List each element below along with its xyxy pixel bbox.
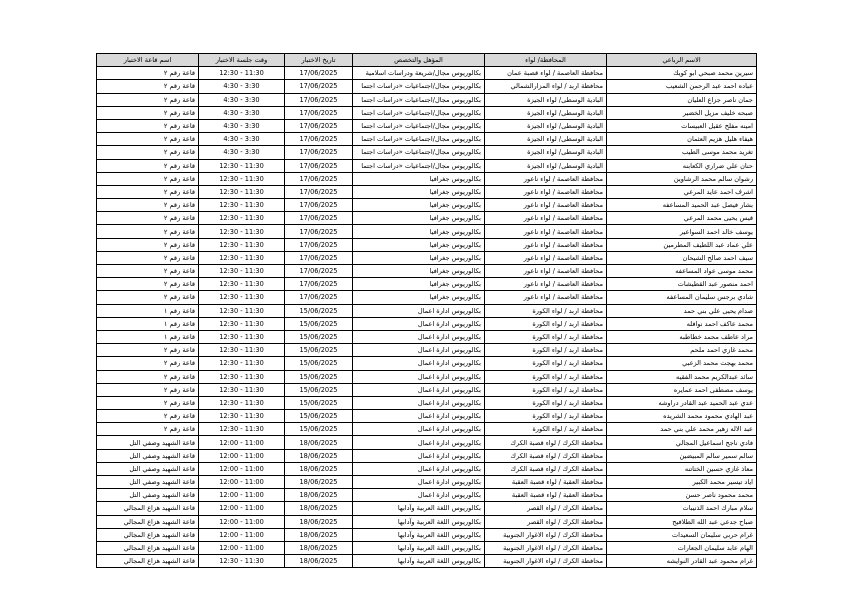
cell-hall: قاعة الشهيد هزاع المجالي — [97, 515, 199, 528]
cell-name: علي عماد عبد اللطيف المطرمين — [607, 238, 757, 251]
table-row — [97, 502, 757, 515]
cell-province: محافظة الكرك / لواء الاغوار الجنوبية — [485, 555, 607, 568]
cell-degree: بكالوريوس مجال/شريعة ودراسات اسلامية — [353, 67, 485, 80]
header-name: الاسم الرباعي — [607, 54, 757, 67]
table-row — [97, 225, 757, 238]
cell-degree: بكالوريوس جغرافيا — [353, 172, 485, 185]
cell-province: محافظة العقبة / لواء قصبة العقبة — [485, 476, 607, 489]
exam-schedule-table — [96, 53, 757, 568]
cell-date: 17/06/2025 — [285, 106, 353, 119]
cell-degree: بكالوريوس جغرافيا — [353, 185, 485, 198]
cell-hall: قاعة الشهيد وصفي التل — [97, 489, 199, 502]
table-row — [97, 370, 757, 383]
cell-province: محافظة اربد / لواء الكورة — [485, 357, 607, 370]
table-row — [97, 541, 757, 554]
table-row — [97, 317, 757, 330]
cell-name: معاذ غازي حسين الختاتنه — [607, 462, 757, 475]
cell-hall: قاعة رقم ١ — [97, 330, 199, 343]
header-hall: اسم قاعة الاختبار — [97, 54, 199, 67]
cell-province: محافظة العقبة / لواء قصبة العقبة — [485, 489, 607, 502]
cell-province: محافظة العاصمة / لواء ناعور — [485, 185, 607, 198]
cell-time: 3:30 - 4:30 — [199, 93, 285, 106]
cell-date: 15/06/2025 — [285, 344, 353, 357]
cell-hall: قاعة رقم ٢ — [97, 238, 199, 251]
cell-province: البادية الوسطى/ لواء الجيزة — [485, 93, 607, 106]
cell-hall: قاعة رقم ٢ — [97, 423, 199, 436]
cell-province: محافظة اربد / لواء الكورة — [485, 330, 607, 343]
cell-time: 3:30 - 4:30 — [199, 119, 285, 132]
cell-time: 3:30 - 4:30 — [199, 146, 285, 159]
cell-hall: قاعة الشهيد وصفي التل — [97, 436, 199, 449]
cell-degree: بكالوريوس جغرافيا — [353, 278, 485, 291]
cell-time: 11:00 - 12:00 — [199, 502, 285, 515]
cell-hall: قاعة الشهيد هزاع المجالي — [97, 502, 199, 515]
cell-province: محافظة اربد / لواء الكورة — [485, 423, 607, 436]
table-row — [97, 304, 757, 317]
cell-date: 18/06/2025 — [285, 476, 353, 489]
cell-name: احمد منصور عبد القطيشات — [607, 278, 757, 291]
table-row — [97, 146, 757, 159]
cell-degree: بكالوريوس ادارة اعمال — [353, 317, 485, 330]
cell-time: 3:30 - 4:30 — [199, 133, 285, 146]
cell-date: 18/06/2025 — [285, 528, 353, 541]
cell-province: محافظة اربد / لواء الكورة — [485, 383, 607, 396]
table-row — [97, 106, 757, 119]
header-degree: المؤهل والتخصص — [353, 54, 485, 67]
cell-degree: بكالوريوس جغرافيا — [353, 291, 485, 304]
cell-province: محافظة العاصمة / لواء ناعور — [485, 172, 607, 185]
cell-name: عبد الهادي محمود محمد الشريده — [607, 410, 757, 423]
cell-time: 11:00 - 12:00 — [199, 449, 285, 462]
cell-date: 18/06/2025 — [285, 462, 353, 475]
cell-province: البادية الوسطى/ لواء الجيزة — [485, 119, 607, 132]
cell-name: يوسف خالد احمد السواعير — [607, 225, 757, 238]
cell-degree: بكالوريوس مجال/اجتماعيات «دراسات اجتما — [353, 80, 485, 93]
cell-degree: بكالوريوس ادارة اعمال — [353, 396, 485, 409]
table-row — [97, 396, 757, 409]
cell-province: محافظة العاصمة / لواء ناعور — [485, 251, 607, 264]
cell-date: 17/06/2025 — [285, 251, 353, 264]
table-row — [97, 93, 757, 106]
cell-name: عدي عبد الحميد عبد القادر دراوشه — [607, 396, 757, 409]
cell-date: 18/06/2025 — [285, 541, 353, 554]
cell-date: 15/06/2025 — [285, 317, 353, 330]
cell-hall: قاعة رقم ٢ — [97, 291, 199, 304]
cell-name: سيف احمد صالح الشيحان — [607, 251, 757, 264]
cell-hall: قاعة رقم ٢ — [97, 357, 199, 370]
cell-date: 18/06/2025 — [285, 489, 353, 502]
cell-name: غرام محمود عبد القادر النوايشه — [607, 555, 757, 568]
cell-date: 18/06/2025 — [285, 515, 353, 528]
table-row — [97, 278, 757, 291]
cell-time: 11:30 - 12:30 — [199, 212, 285, 225]
cell-date: 17/06/2025 — [285, 67, 353, 80]
cell-province: محافظة العاصمة / لواء ناعور — [485, 278, 607, 291]
cell-date: 18/06/2025 — [285, 502, 353, 515]
table-row — [97, 344, 757, 357]
cell-degree: بكالوريوس ادارة اعمال — [353, 383, 485, 396]
cell-time: 11:30 - 12:30 — [199, 396, 285, 409]
cell-hall: قاعة رقم ٢ — [97, 410, 199, 423]
cell-degree: بكالوريوس ادارة اعمال — [353, 410, 485, 423]
table-row — [97, 291, 757, 304]
cell-name: هيفاء هليل هزيم العثمان — [607, 133, 757, 146]
cell-degree: بكالوريوس ادارة اعمال — [353, 489, 485, 502]
cell-hall: قاعة رقم ٢ — [97, 265, 199, 278]
cell-date: 17/06/2025 — [285, 93, 353, 106]
cell-hall: قاعة رقم ١ — [97, 304, 199, 317]
cell-time: 11:30 - 12:30 — [199, 357, 285, 370]
cell-date: 17/06/2025 — [285, 80, 353, 93]
cell-hall: قاعة الشهيد هزاع المجالي — [97, 528, 199, 541]
cell-degree: بكالوريوس ادارة اعمال — [353, 304, 485, 317]
cell-time: 11:00 - 12:00 — [199, 541, 285, 554]
cell-date: 17/06/2025 — [285, 159, 353, 172]
cell-province: محافظة اربد / لواء الكورة — [485, 410, 607, 423]
header-date: تاريخ الاختبار — [285, 54, 353, 67]
table-body — [97, 67, 757, 568]
cell-degree: بكالوريوس مجال/اجتماعيات «دراسات اجتما — [353, 93, 485, 106]
cell-province: محافظة الكرك / لواء الاغوار الجنوبية — [485, 528, 607, 541]
cell-name: صدام يحيى علي بني حمد — [607, 304, 757, 317]
cell-name: عباده احمد عبد الرحمن الشعيب — [607, 80, 757, 93]
cell-degree: بكالوريوس ادارة اعمال — [353, 357, 485, 370]
table-row — [97, 251, 757, 264]
cell-province: محافظة العاصمة / لواء ناعور — [485, 265, 607, 278]
cell-time: 11:30 - 12:30 — [199, 251, 285, 264]
cell-name: مراد عاطف محمد خطاطبه — [607, 330, 757, 343]
cell-hall: قاعة رقم ٢ — [97, 133, 199, 146]
cell-province: محافظة الكرك / لواء قصبة الكرك — [485, 449, 607, 462]
cell-time: 11:30 - 12:30 — [199, 278, 285, 291]
cell-province: محافظة اربد / لواء الكورة — [485, 304, 607, 317]
cell-hall: قاعة الشهيد وصفي التل — [97, 462, 199, 475]
cell-province: محافظة الكرك / لواء القصر — [485, 515, 607, 528]
cell-degree: بكالوريوس جغرافيا — [353, 265, 485, 278]
table-row — [97, 80, 757, 93]
cell-date: 17/06/2025 — [285, 146, 353, 159]
cell-name: سالم سمير سالم المبيضين — [607, 449, 757, 462]
cell-hall: قاعة رقم ٢ — [97, 396, 199, 409]
cell-time: 11:30 - 12:30 — [199, 291, 285, 304]
table-row — [97, 423, 757, 436]
cell-hall: قاعة رقم ٢ — [97, 106, 199, 119]
cell-time: 11:00 - 12:00 — [199, 515, 285, 528]
cell-time: 3:30 - 4:30 — [199, 106, 285, 119]
table-row — [97, 410, 757, 423]
cell-date: 18/06/2025 — [285, 555, 353, 568]
cell-name: اشرف احمد عايد المرعي — [607, 185, 757, 198]
cell-time: 11:30 - 12:30 — [199, 172, 285, 185]
cell-name: محمد بهجت محمد الزعبي — [607, 357, 757, 370]
table-row — [97, 265, 757, 278]
cell-hall: قاعة رقم ١ — [97, 317, 199, 330]
cell-province: محافظة الكرك / لواء قصبة الكرك — [485, 436, 607, 449]
cell-name: محمد غازي احمد ملحم — [607, 344, 757, 357]
table-row — [97, 436, 757, 449]
cell-province: محافظة العاصمة / لواء ناعور — [485, 199, 607, 212]
table-row — [97, 515, 757, 528]
cell-name: رشوان سالم محمد الرشاوين — [607, 172, 757, 185]
cell-degree: بكالوريوس مجال/اجتماعيات «دراسات اجتما — [353, 106, 485, 119]
cell-degree: بكالوريوس ادارة اعمال — [353, 423, 485, 436]
cell-time: 11:30 - 12:30 — [199, 330, 285, 343]
cell-name: جمان ناصر جزاع العليان — [607, 93, 757, 106]
cell-hall: قاعة رقم ٢ — [97, 344, 199, 357]
cell-date: 17/06/2025 — [285, 238, 353, 251]
cell-hall: قاعة الشهيد هزاع المجالي — [97, 541, 199, 554]
cell-date: 15/06/2025 — [285, 370, 353, 383]
cell-province: محافظة اربد / لواء الكورة — [485, 396, 607, 409]
cell-time: 11:30 - 12:30 — [199, 423, 285, 436]
cell-time: 11:00 - 12:00 — [199, 476, 285, 489]
cell-hall: قاعة رقم ٢ — [97, 119, 199, 132]
cell-time: 11:30 - 12:30 — [199, 238, 285, 251]
cell-date: 15/06/2025 — [285, 423, 353, 436]
cell-date: 15/06/2025 — [285, 383, 353, 396]
cell-province: محافظة العاصمة / لواء ناعور — [485, 212, 607, 225]
table-row — [97, 133, 757, 146]
cell-time: 11:30 - 12:30 — [199, 304, 285, 317]
cell-time: 11:00 - 12:00 — [199, 528, 285, 541]
cell-date: 17/06/2025 — [285, 212, 353, 225]
table-row — [97, 67, 757, 80]
cell-degree: بكالوريوس ادارة اعمال — [353, 436, 485, 449]
cell-date: 17/06/2025 — [285, 278, 353, 291]
cell-province: البادية الوسطى/ لواء الجيزة — [485, 106, 607, 119]
cell-degree: بكالوريوس جغرافيا — [353, 238, 485, 251]
cell-time: 11:30 - 12:30 — [199, 555, 285, 568]
cell-hall: قاعة الشهيد هزاع المجالي — [97, 555, 199, 568]
table-row — [97, 462, 757, 475]
cell-name: تغريد محمد موسى الطيب — [607, 146, 757, 159]
cell-province: محافظة اربد / لواء الكورة — [485, 317, 607, 330]
header-province: المحافظة/ لواء — [485, 54, 607, 67]
cell-degree: بكالوريوس اللغة العربية وآدابها — [353, 502, 485, 515]
cell-hall: قاعة رقم ٢ — [97, 67, 199, 80]
cell-date: 18/06/2025 — [285, 449, 353, 462]
cell-time: 11:30 - 12:30 — [199, 383, 285, 396]
cell-date: 17/06/2025 — [285, 225, 353, 238]
cell-degree: بكالوريوس ادارة اعمال — [353, 344, 485, 357]
cell-hall: قاعة الشهيد وصفي التل — [97, 449, 199, 462]
cell-date: 15/06/2025 — [285, 396, 353, 409]
table-row — [97, 159, 757, 172]
cell-name: محمد محمود ناصر حسن — [607, 489, 757, 502]
cell-date: 15/06/2025 — [285, 410, 353, 423]
cell-degree: بكالوريوس جغرافيا — [353, 251, 485, 264]
cell-date: 15/06/2025 — [285, 330, 353, 343]
cell-date: 17/06/2025 — [285, 199, 353, 212]
cell-province: محافظة العاصمة / لواء ناعور — [485, 238, 607, 251]
cell-date: 17/06/2025 — [285, 119, 353, 132]
cell-degree: بكالوريوس ادارة اعمال — [353, 370, 485, 383]
cell-date: 17/06/2025 — [285, 291, 353, 304]
cell-hall: قاعة رقم ٢ — [97, 146, 199, 159]
cell-degree: بكالوريوس جغرافيا — [353, 199, 485, 212]
cell-date: 17/06/2025 — [285, 133, 353, 146]
cell-time: 11:00 - 12:00 — [199, 489, 285, 502]
table-row — [97, 449, 757, 462]
cell-hall: قاعة رقم ٢ — [97, 383, 199, 396]
table-row — [97, 185, 757, 198]
cell-name: قيس يحيى محمد المرعي — [607, 212, 757, 225]
cell-province: البادية الوسطى/ لواء الجيزة — [485, 146, 607, 159]
cell-time: 11:30 - 12:30 — [199, 370, 285, 383]
table-row — [97, 555, 757, 568]
cell-date: 18/06/2025 — [285, 436, 353, 449]
cell-degree: بكالوريوس اللغة العربية وآدابها — [353, 515, 485, 528]
cell-time: 3:30 - 4:30 — [199, 80, 285, 93]
cell-name: اياد تيسير محمد الكبير — [607, 476, 757, 489]
cell-degree: بكالوريوس ادارة اعمال — [353, 476, 485, 489]
cell-time: 11:00 - 12:00 — [199, 436, 285, 449]
cell-hall: قاعة الشهيد وصفي التل — [97, 476, 199, 489]
cell-name: فادي ناجح اسماعيل المجالي — [607, 436, 757, 449]
header-time: وقت جلسة الاختبار — [199, 54, 285, 67]
cell-degree: بكالوريوس مجال/اجتماعيات «دراسات اجتما — [353, 119, 485, 132]
cell-hall: قاعة رقم ٢ — [97, 172, 199, 185]
cell-province: محافظة الكرك / لواء الاغوار الجنوبية — [485, 541, 607, 554]
cell-hall: قاعة رقم ٢ — [97, 212, 199, 225]
cell-province: محافظة الكرك / لواء قصبة الكرك — [485, 462, 607, 475]
cell-time: 11:30 - 12:30 — [199, 67, 285, 80]
cell-province: محافظة الكرك / لواء القصر — [485, 502, 607, 515]
cell-hall: قاعة رقم ٢ — [97, 251, 199, 264]
table-row — [97, 238, 757, 251]
cell-name: سائد عبدالكريم محمد الفقيه — [607, 370, 757, 383]
cell-name: صبحه خليف مزيل الخضير — [607, 106, 757, 119]
cell-name: بشار فيصل عبد الحميد المساعفه — [607, 199, 757, 212]
cell-province: محافظة العاصمة / لواء ناعور — [485, 291, 607, 304]
cell-province: البادية الوسطى/ لواء الجيزة — [485, 159, 607, 172]
cell-hall: قاعة رقم ٢ — [97, 185, 199, 198]
cell-name: سلام مبارك احمد الذنيبات — [607, 502, 757, 515]
cell-name: امينه مفلح عقيل العبيسات — [607, 119, 757, 132]
cell-time: 11:30 - 12:30 — [199, 265, 285, 278]
cell-name: صباح جدعي عبد الله الطلافيح — [607, 515, 757, 528]
cell-degree: بكالوريوس ادارة اعمال — [353, 449, 485, 462]
cell-degree: بكالوريوس مجال/اجتماعيات «دراسات اجتما — [353, 146, 485, 159]
cell-date: 15/06/2025 — [285, 357, 353, 370]
cell-time: 11:30 - 12:30 — [199, 225, 285, 238]
cell-time: 11:30 - 12:30 — [199, 185, 285, 198]
cell-province: البادية الوسطى/ لواء الجيزة — [485, 133, 607, 146]
cell-time: 11:00 - 12:00 — [199, 462, 285, 475]
cell-name: محمد موسى عواد المساعفه — [607, 265, 757, 278]
cell-province: محافظة اربد / لواء الكورة — [485, 344, 607, 357]
cell-hall: قاعة رقم ٢ — [97, 370, 199, 383]
cell-degree: بكالوريوس ادارة اعمال — [353, 330, 485, 343]
cell-time: 11:30 - 12:30 — [199, 159, 285, 172]
cell-province: محافظة العاصمة / لواء ناعور — [485, 225, 607, 238]
table-row — [97, 357, 757, 370]
cell-name: الهام عابد سليمان الجعارات — [607, 541, 757, 554]
cell-name: غرام حربي سليمان السعيدات — [607, 528, 757, 541]
cell-name: حنان علي ضراري الكعابنه — [607, 159, 757, 172]
table-row — [97, 212, 757, 225]
table-row — [97, 528, 757, 541]
cell-province: محافظة اربد / لواء الكورة — [485, 370, 607, 383]
table-row — [97, 119, 757, 132]
cell-time: 11:30 - 12:30 — [199, 317, 285, 330]
cell-time: 11:30 - 12:30 — [199, 410, 285, 423]
table-row — [97, 383, 757, 396]
cell-degree: بكالوريوس جغرافيا — [353, 212, 485, 225]
cell-province: محافظة العاصمة / لواء قصبة عمان — [485, 67, 607, 80]
cell-province: محافظة اربد / لواء المزارالشمالي — [485, 80, 607, 93]
cell-degree: بكالوريوس جغرافيا — [353, 225, 485, 238]
cell-hall: قاعة رقم ٢ — [97, 225, 199, 238]
cell-degree: بكالوريوس اللغة العربية وآدابها — [353, 528, 485, 541]
cell-hall: قاعة رقم ٢ — [97, 159, 199, 172]
cell-hall: قاعة رقم ٢ — [97, 199, 199, 212]
cell-name: يوسف مصطفى احمد عمايره — [607, 383, 757, 396]
cell-degree: بكالوريوس اللغة العربية وآدابها — [353, 555, 485, 568]
cell-hall: قاعة رقم ٢ — [97, 80, 199, 93]
cell-degree: بكالوريوس مجال/اجتماعيات «دراسات اجتما — [353, 159, 485, 172]
table-row — [97, 199, 757, 212]
cell-name: محمد عاكف احمد نوافله — [607, 317, 757, 330]
cell-date: 17/06/2025 — [285, 172, 353, 185]
cell-hall: قاعة رقم ٢ — [97, 278, 199, 291]
cell-hall: قاعة رقم ٢ — [97, 93, 199, 106]
cell-date: 17/06/2025 — [285, 185, 353, 198]
cell-time: 11:30 - 12:30 — [199, 344, 285, 357]
table-row — [97, 330, 757, 343]
cell-degree: بكالوريوس ادارة اعمال — [353, 462, 485, 475]
table-row — [97, 489, 757, 502]
cell-name: شادي برجس سليمان المساعفه — [607, 291, 757, 304]
table-row — [97, 476, 757, 489]
cell-degree: بكالوريوس مجال/اجتماعيات «دراسات اجتما — [353, 133, 485, 146]
cell-date: 17/06/2025 — [285, 265, 353, 278]
cell-date: 15/06/2025 — [285, 304, 353, 317]
cell-name: سيرين محمد صبحي ابو كويك — [607, 67, 757, 80]
cell-name: عبد الاله زهير محمد علي بني حمد — [607, 423, 757, 436]
cell-degree: بكالوريوس اللغة العربية وآدابها — [353, 541, 485, 554]
cell-time: 11:30 - 12:30 — [199, 199, 285, 212]
header-row — [97, 54, 757, 67]
table-row — [97, 172, 757, 185]
